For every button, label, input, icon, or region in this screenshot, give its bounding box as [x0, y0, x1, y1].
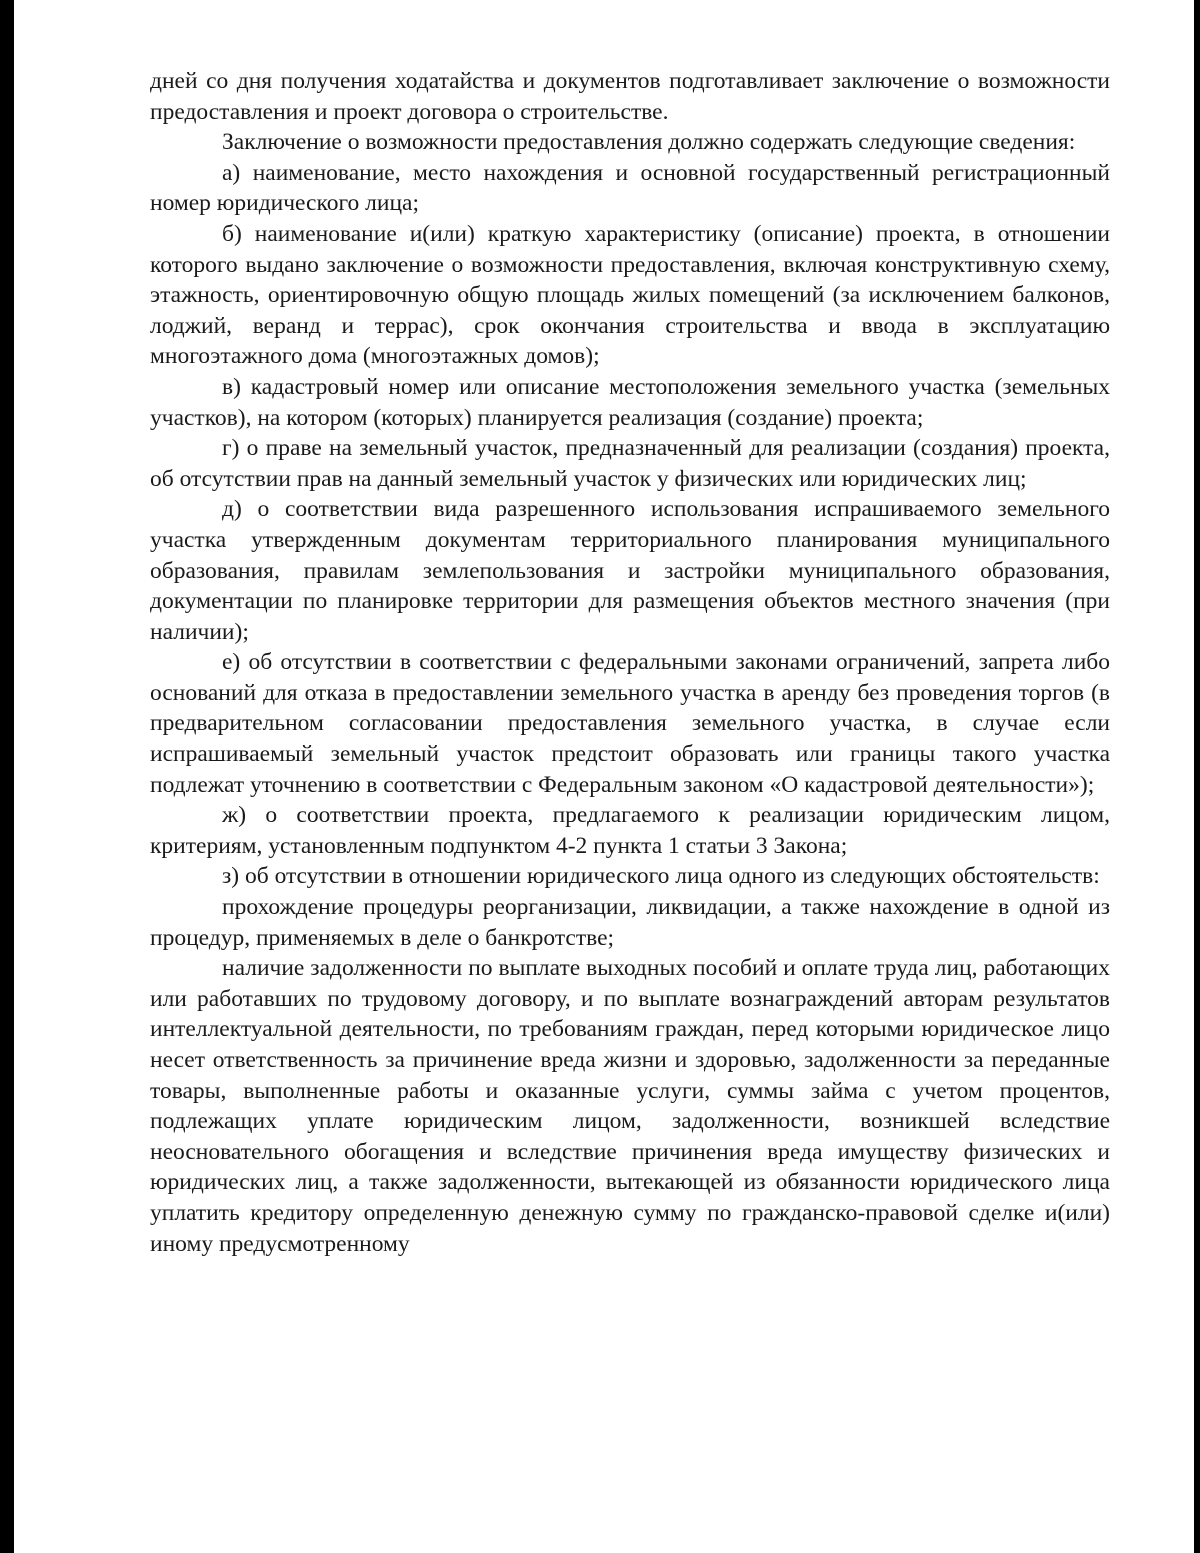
list-item-v: в) кадастровый номер или описание местоположения земельного участка (земельных участков), на котором (которых) планируется реализация (создание) проекта;: [150, 373, 1110, 431]
list-item-e: е) об отсутствии в соответствии с федеральными законами ограничений, запрета либо оснований для отказа в предоставлении земельного участка в аренду без проведения торгов (в предварительном согласовании предоставления земельного участка, в случае если испрашиваемый земельный участок предстоит образовать или границы такого участка подлежат уточнению в соответствии с Федеральным законом «О кадастровой деятельности»);: [150, 649, 1110, 798]
scan-border-left: [0, 0, 14, 1553]
list-item-a: а) наименование, место нахождения и основной государственный регистрационный номер юридического лица;: [150, 159, 1110, 217]
circumstance-reorganization: прохождение процедуры реорганизации, ликвидации, а также нахождение в одной из процедур, применяемых в деле о банкротстве;: [150, 894, 1110, 951]
circumstance-debt: наличие задолженности по выплате выходных пособий и оплате труда лиц, работающих или работавших по трудовому договору, и по выплате вознаграждений авторам результатов интеллектуальной деятельности, по требованиям граждан, перед которыми юридическое лицо несет ответственность за причинение вреда жизни и здоровью, задолженности за переданные товары, выполненные работы и оказанные услуги, суммы займа с учетом процентов, подлежащих уплате юридическим лицом, задолженности, возникшей вследствие неосновательного обогащения и вследствие причинения вреда имуществу физических и юридических лиц, а также задолженности, вытекающей из обязанности юридического лица уплатить кредитору определенную денежную сумму по гражданско-правовой сделке и(или) иному предусмотренному: [150, 955, 1110, 1257]
list-item-d: д) о соответствии вида разрешенного использования испрашиваемого земельного участка утвержденным документам территориального планирования муниципального образования, правилам землепользования и застройки муниципального образования, документации по планировке территории для размещения объектов местного значения (при наличии);: [150, 496, 1110, 645]
list-item-g: г) о праве на земельный участок, предназначенный для реализации (создания) проекта, об отсутствии прав на данный земельный участок у физических или юридических лиц;: [150, 435, 1110, 492]
paragraph-conclusion-intro: Заключение о возможности предоставления должно содержать следующие сведения:: [222, 129, 1076, 156]
paragraph-continuation: дней со дня получения ходатайства и документов подготавливает заключение о возможности предоставления и проект договора о строительстве.: [150, 68, 1110, 125]
list-item-zh: ж) о соответствии проекта, предлагаемого к реализации юридическим лицом, критериям, установленным подпунктом 4-2 пункта 1 статьи 3 Закона;: [150, 802, 1110, 859]
document-body: [150, 66, 1110, 1259]
scan-border-right: [1194, 0, 1200, 1553]
list-item-b: б) наименование и(или) краткую характеристику (описание) проекта, в отношении которого выдано заключение о возможности предоставления, включая конструктивную схему, этажность, ориентировочную общую площадь жилых помещений (за исключением балконов, лоджий, веранд и террас), срок окончания строительства и ввода в эксплуатацию многоэтажного дома (многоэтажных домов);: [150, 220, 1110, 370]
list-item-z: з) об отсутствии в отношении юридического лица одного из следующих обстоятельств:: [222, 863, 1100, 890]
